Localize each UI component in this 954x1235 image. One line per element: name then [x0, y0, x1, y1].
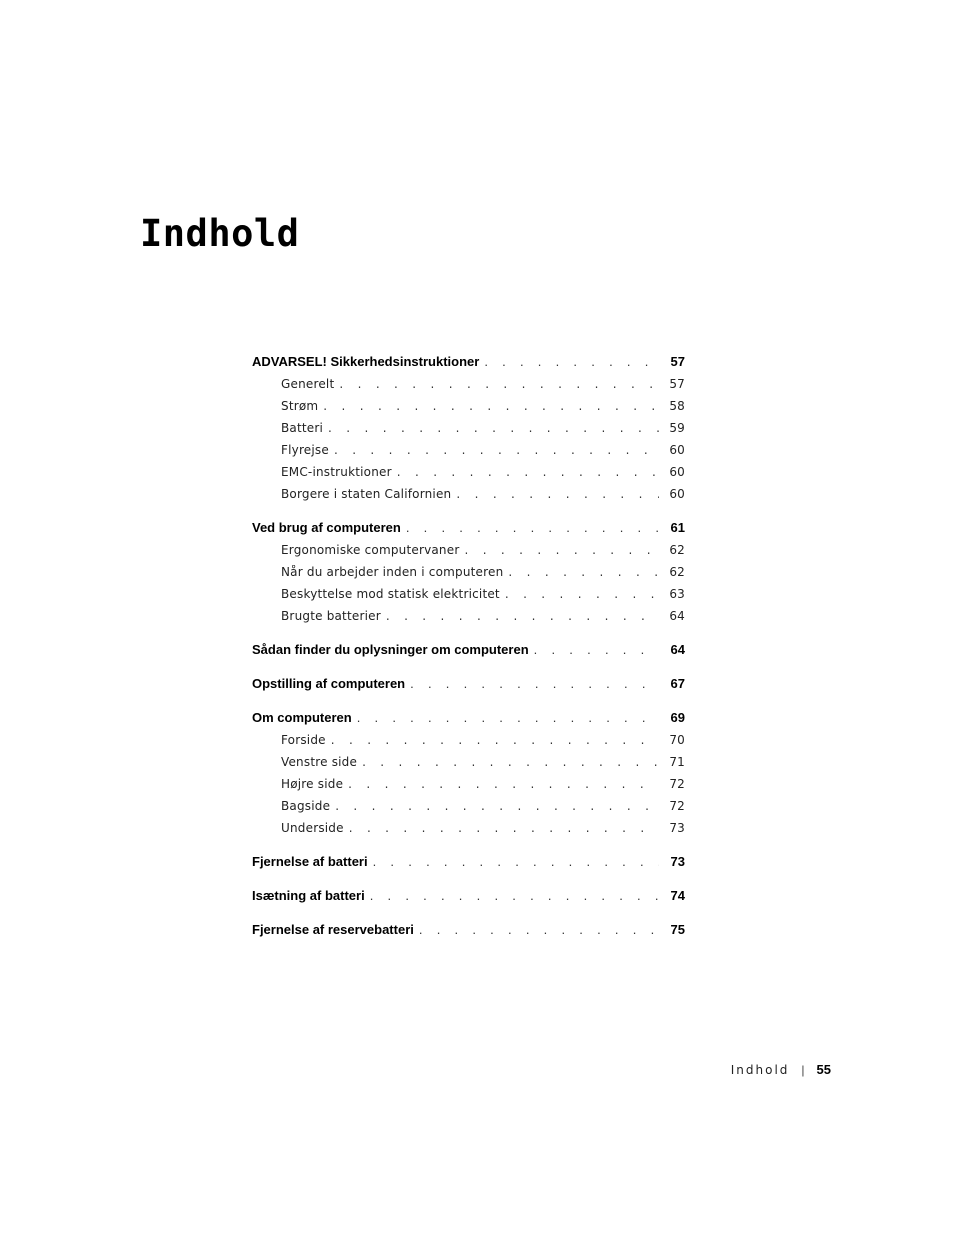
dot-leader — [414, 922, 659, 937]
toc-entry-title: Ved brug af computeren — [252, 520, 401, 535]
toc-subentry[interactable] — [252, 543, 685, 565]
toc-subentry-page: 62 — [669, 543, 685, 557]
dot-leader — [329, 443, 659, 457]
toc-subentry-page: 64 — [669, 609, 685, 623]
toc-subentry-title: Brugte batterier — [281, 609, 381, 623]
toc-subentry-title: Ergonomiske computervaner — [281, 543, 460, 557]
toc-entry[interactable] — [252, 710, 685, 733]
toc-subentry-page: 72 — [669, 799, 685, 813]
toc-subentry-page: 70 — [669, 733, 685, 747]
toc-subentry[interactable] — [252, 821, 685, 843]
toc-subentry[interactable] — [252, 587, 685, 609]
toc-entry-page: 64 — [670, 642, 685, 657]
toc-subentry-title: Højre side — [281, 777, 344, 791]
toc-entry-title: ADVARSEL! Sikkerhedsinstruktioner — [252, 354, 480, 369]
toc-subentry[interactable] — [252, 733, 685, 755]
toc-section — [252, 354, 685, 509]
toc-entry[interactable] — [252, 922, 685, 945]
dot-leader — [365, 888, 659, 903]
toc-entry[interactable] — [252, 888, 685, 911]
toc-subentry[interactable] — [252, 609, 685, 631]
toc-subentry-page: 62 — [669, 565, 685, 579]
footer-page-number: 55 — [816, 1062, 831, 1077]
toc-entry-page: 73 — [670, 854, 685, 869]
toc-entry-title: Fjernelse af batteri — [252, 854, 368, 869]
toc-section — [252, 888, 685, 911]
dot-leader — [318, 399, 659, 413]
toc-subentry-title: Bagside — [281, 799, 331, 813]
toc-subentry-title: Strøm — [281, 399, 319, 413]
toc-section — [252, 520, 685, 631]
toc-subentry[interactable] — [252, 443, 685, 465]
toc-subentry[interactable] — [252, 465, 685, 487]
toc-entry-title: Sådan finder du oplysninger om computeren — [252, 642, 529, 657]
toc-subentry[interactable] — [252, 399, 685, 421]
table-of-contents — [252, 354, 685, 956]
toc-entry-page: 61 — [670, 520, 685, 535]
toc-entry-page: 74 — [670, 888, 685, 903]
toc-entry[interactable] — [252, 520, 685, 543]
dot-leader — [352, 710, 659, 725]
toc-subentry[interactable] — [252, 755, 685, 777]
dot-leader — [479, 354, 659, 369]
toc-subentry-page: 60 — [669, 443, 685, 457]
toc-subentry-page: 59 — [669, 421, 685, 435]
dot-leader — [500, 587, 659, 601]
toc-entry[interactable] — [252, 854, 685, 877]
dot-leader — [344, 821, 659, 835]
toc-section — [252, 710, 685, 843]
toc-subentry-title: Forside — [281, 733, 326, 747]
toc-entry-page: 69 — [670, 710, 685, 725]
toc-subentry[interactable] — [252, 377, 685, 399]
dot-leader — [330, 799, 659, 813]
dot-leader — [503, 565, 659, 579]
toc-entry-page: 75 — [670, 922, 685, 937]
dot-leader — [334, 377, 659, 391]
toc-subentry-title: Beskyttelse mod statisk elektricitet — [281, 587, 500, 601]
toc-subentry[interactable] — [252, 565, 685, 587]
dot-leader — [343, 777, 659, 791]
toc-subentry-page: 60 — [669, 487, 685, 501]
dot-leader — [401, 520, 659, 535]
toc-entry-page: 67 — [670, 676, 685, 691]
toc-subentry-title: Batteri — [281, 421, 324, 435]
toc-subentry-page: 57 — [669, 377, 685, 391]
toc-subentry-page: 72 — [669, 777, 685, 791]
toc-subentry-title: EMC-instruktioner — [281, 465, 392, 479]
toc-entry-title: Fjernelse af reservebatteri — [252, 922, 414, 937]
toc-subentry-title: Venstre side — [281, 755, 358, 769]
toc-subentry-title: Flyrejse — [281, 443, 329, 457]
dot-leader — [392, 465, 659, 479]
page-title: Indhold — [140, 212, 300, 255]
toc-entry-page: 57 — [670, 354, 685, 369]
toc-subentry-title: Underside — [281, 821, 344, 835]
toc-subentry[interactable] — [252, 421, 685, 443]
toc-entry[interactable] — [252, 354, 685, 377]
toc-subentry-title: Generelt — [281, 377, 335, 391]
toc-section — [252, 676, 685, 699]
dot-leader — [326, 733, 659, 747]
toc-subentry[interactable] — [252, 777, 685, 799]
dot-leader — [368, 854, 659, 869]
dot-leader — [381, 609, 659, 623]
footer-label: Indhold — [730, 1063, 790, 1077]
toc-subentry[interactable] — [252, 799, 685, 821]
footer-separator: | — [801, 1063, 805, 1077]
toc-section — [252, 854, 685, 877]
dot-leader — [357, 755, 659, 769]
toc-entry-title: Opstilling af computeren — [252, 676, 406, 691]
dot-leader — [323, 421, 659, 435]
toc-subentry[interactable] — [252, 487, 685, 509]
toc-subentry-page: 58 — [669, 399, 685, 413]
toc-subentry-title: Borgere i staten Californien — [281, 487, 452, 501]
toc-section — [252, 642, 685, 665]
toc-entry[interactable] — [252, 676, 685, 699]
toc-section — [252, 922, 685, 945]
dot-leader — [529, 642, 659, 657]
toc-entry[interactable] — [252, 642, 685, 665]
toc-entry-title: Om computeren — [252, 710, 352, 725]
dot-leader — [459, 543, 659, 557]
toc-subentry-page: 71 — [669, 755, 685, 769]
toc-subentry-page: 63 — [669, 587, 685, 601]
toc-entry-title: Isætning af batteri — [252, 888, 365, 903]
toc-subentry-title: Når du arbejder inden i computeren — [281, 565, 504, 579]
toc-subentry-page: 73 — [669, 821, 685, 835]
page-footer — [731, 1062, 831, 1077]
toc-subentry-page: 60 — [669, 465, 685, 479]
dot-leader — [451, 487, 659, 501]
dot-leader — [405, 676, 659, 691]
